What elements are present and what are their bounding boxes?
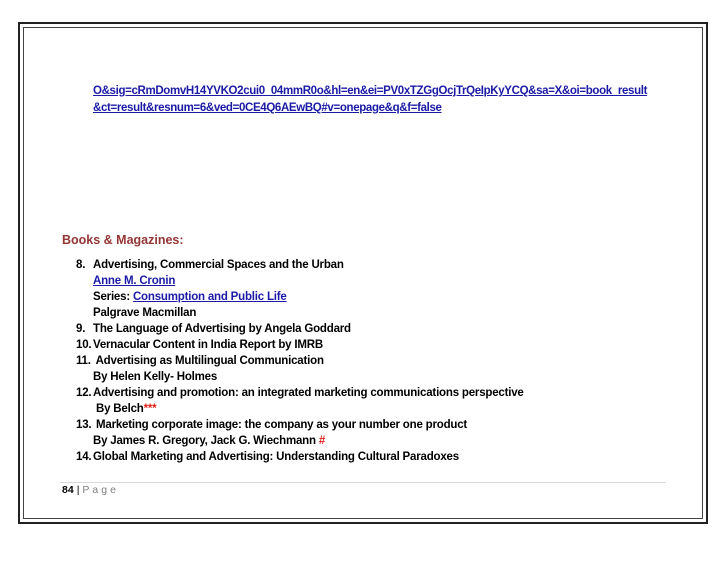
list-item — [0, 433, 700, 449]
author-text: By James R. Gregory, Jack G. Wiechmann — [93, 435, 319, 447]
item-number: 8. — [76, 259, 86, 271]
item-text: Advertising and promotion: an integrated marketing communications perspective — [93, 387, 524, 399]
item-number: 14. — [76, 451, 92, 463]
series-prefix: Series: — [93, 291, 133, 303]
section-heading: Books & Magazines: — [62, 233, 184, 247]
list-item — [0, 321, 700, 337]
author-text: By Belch — [96, 403, 144, 415]
page-footer — [62, 484, 119, 496]
footer-divider — [60, 482, 666, 483]
item-text: Palgrave Macmillan — [93, 307, 197, 319]
item-number: 11. — [76, 355, 91, 367]
list-item — [0, 257, 700, 273]
item-number: 13. — [76, 419, 92, 431]
item-text: Global Marketing and Advertising: Understanding Cultural Paradoxes — [93, 451, 459, 463]
item-text: The Language of Advertising by Angela Goddard — [93, 323, 351, 335]
reference-url-line-2[interactable]: &ct=result&resnum=6&ved=0CE4Q6AEwBQ#v=onepage&q&f=false — [93, 102, 442, 114]
item-text: Vernacular Content in India Report by IMRB — [93, 339, 323, 351]
footnote-mark: *** — [143, 403, 157, 415]
item-text — [93, 433, 325, 449]
item-number: 12. — [76, 387, 92, 399]
list-item — [0, 273, 700, 289]
reference-url-line-1[interactable]: O&sig=cRmDomvH14YVKO2cui0_04mmR0o&hl=en&ei=PV0xTZGgOcjTrQeIpKyYCQ&sa=X&oi=book_result — [93, 85, 648, 97]
item-text: By Helen Kelly- Holmes — [93, 371, 218, 383]
item-text: Advertising as Multilingual Communication — [93, 355, 324, 367]
author-link[interactable]: Anne M. Cronin — [93, 275, 176, 287]
item-text: Advertising, Commercial Spaces and the Urban — [93, 259, 344, 271]
page-number: 84 — [62, 484, 74, 496]
list-item — [0, 401, 700, 417]
footnote-mark: # — [318, 435, 326, 447]
item-number: 9. — [76, 323, 86, 335]
reference-list — [0, 257, 700, 465]
list-item — [0, 353, 700, 369]
list-item — [0, 289, 700, 305]
item-text: Marketing corporate image: the company as your number one product — [93, 419, 468, 431]
list-item — [0, 305, 700, 321]
item-number: 10. — [76, 339, 92, 351]
list-item — [0, 417, 700, 433]
series-link[interactable]: Consumption and Public Life — [132, 291, 287, 303]
page-label: Page — [82, 484, 119, 496]
footer-separator: | — [76, 484, 80, 496]
list-item — [0, 337, 700, 353]
item-text — [96, 401, 156, 417]
list-item — [0, 369, 700, 385]
series-line — [93, 289, 287, 305]
reference-url — [93, 83, 693, 117]
list-item — [0, 385, 700, 401]
list-item — [0, 449, 700, 465]
